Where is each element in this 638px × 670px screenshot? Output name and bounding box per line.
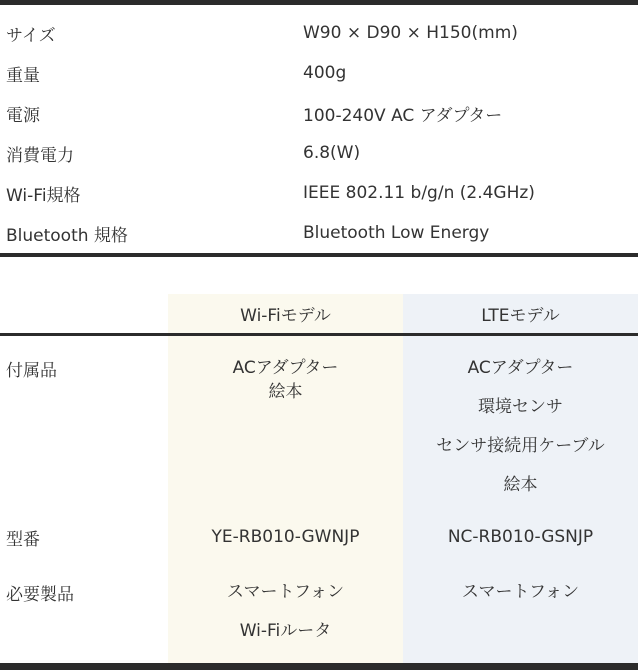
cell-line: スマートフォン	[226, 582, 345, 602]
spec-label: 電源	[6, 105, 40, 126]
comparison-row-accessories	[0, 336, 638, 516]
spec-label: Wi-Fi規格	[6, 185, 81, 206]
spec-row	[0, 213, 638, 253]
cell-accessories-lte	[403, 336, 638, 516]
cell-line: NC-RB010-GSNJP	[447, 527, 594, 547]
cell-line: 絵本	[268, 382, 303, 402]
row-label-required-products: 必要製品	[6, 585, 74, 605]
row-label-model-number: 型番	[6, 530, 40, 550]
spec-label: サイズ	[6, 25, 56, 46]
cell-required-products-wifi	[168, 570, 403, 663]
cell-line: Wi-Fiルータ	[239, 621, 332, 641]
cell-line: センサ接続用ケーブル	[436, 436, 605, 456]
spec-value: Bluetooth Low Energy	[303, 223, 490, 243]
top-divider	[0, 0, 638, 5]
spec-row	[0, 53, 638, 93]
spec-row	[0, 93, 638, 133]
spec-table-bottom-divider	[0, 253, 638, 257]
cell-line: YE-RB010-GWNJP	[211, 527, 360, 547]
cell-line: ACアダプター	[232, 358, 339, 378]
comparison-row-required-products	[0, 570, 638, 663]
spec-row	[0, 173, 638, 213]
cell-accessories-wifi	[168, 336, 403, 516]
row-label-accessories: 付属品	[6, 361, 57, 381]
spec-label: 重量	[6, 65, 40, 86]
cell-line: 絵本	[503, 475, 538, 495]
spec-value: W90 × D90 × H150(mm)	[303, 23, 518, 43]
header-spacer	[0, 294, 168, 333]
spec-row	[0, 13, 638, 53]
spec-value: IEEE 802.11 b/g/n (2.4GHz)	[303, 183, 535, 203]
column-header-wifi-model: Wi-Fiモデル	[168, 294, 403, 333]
spec-value: 100-240V AC アダプター	[303, 105, 503, 126]
cell-required-products-lte	[403, 570, 638, 663]
cell-model-number-wifi	[168, 516, 403, 570]
spec-value: 400g	[303, 63, 347, 83]
cell-model-number-lte	[403, 516, 638, 570]
bottom-divider	[0, 663, 638, 670]
comparison-header-row	[0, 294, 638, 333]
spec-table	[0, 13, 638, 253]
column-header-lte-model: LTEモデル	[403, 294, 638, 333]
cell-line: ACアダプター	[467, 358, 574, 378]
cell-line: スマートフォン	[461, 582, 580, 602]
comparison-row-model-number	[0, 516, 638, 570]
spec-row	[0, 133, 638, 173]
spec-label: Bluetooth 規格	[6, 225, 128, 246]
spec-value: 6.8(W)	[303, 143, 361, 163]
model-comparison-table	[0, 294, 638, 663]
cell-line: 環境センサ	[478, 397, 563, 417]
spec-label: 消費電力	[6, 145, 74, 166]
